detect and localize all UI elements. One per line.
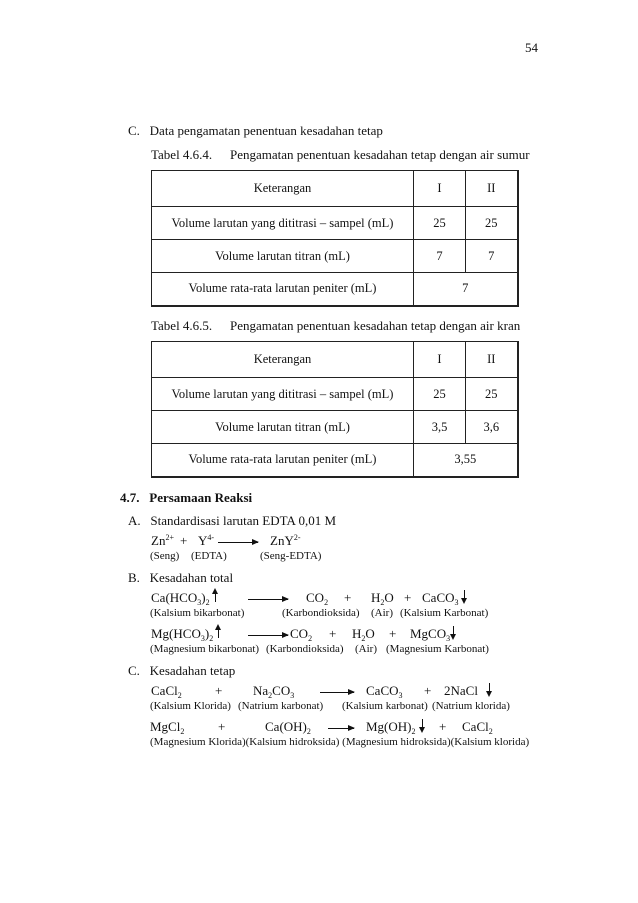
compound-name: (EDTA) bbox=[191, 550, 227, 562]
compound-names-line: (Magnesium Klorida)(Kalsium hidroksida) (Magnesium hidroksida)(Kalsium klorida) bbox=[150, 736, 530, 748]
table-header-cell: II bbox=[466, 342, 518, 378]
species-mgoh2: $Mg(OH)_2$ bbox=[366, 719, 416, 736]
table-cell-average: 3,55 bbox=[414, 444, 518, 477]
table-tap-water bbox=[151, 341, 519, 478]
table-header-cell: I bbox=[414, 342, 466, 378]
precipitate-down-arrow-icon bbox=[422, 719, 423, 731]
table-row bbox=[152, 207, 518, 240]
table-caption-number: Tabel 4.6.4. bbox=[151, 147, 213, 162]
table-row bbox=[152, 240, 518, 273]
species-cacl2: CaCl$_2$ bbox=[462, 719, 493, 736]
table-row bbox=[152, 411, 518, 444]
species-h2o: $H_2O$ bbox=[352, 626, 375, 643]
table-header-cell: I bbox=[414, 171, 466, 207]
table-row bbox=[152, 273, 518, 306]
gas-up-arrow-icon bbox=[215, 590, 216, 602]
table-cell: Volume rata-rata larutan peniter (mL) bbox=[152, 444, 414, 477]
table-caption-text: Pengamatan penentuan kesadahan tetap dengan air kran bbox=[230, 318, 521, 333]
species-caoh2: $Ca(OH)_2$ bbox=[265, 719, 311, 736]
table-cell: 3,6 bbox=[466, 411, 518, 444]
table-cell-average: 7 bbox=[414, 273, 518, 306]
page-number: 54 bbox=[525, 40, 538, 55]
table-cell: 25 bbox=[466, 378, 518, 411]
section-heading-c-fixed: C. Data pengamatan penentuan kesadahan tetap bbox=[128, 123, 383, 138]
species-magnesium-bicarbonate: $Mg(HCO_3)_2$ bbox=[151, 626, 214, 643]
table-cell: 3,5 bbox=[414, 411, 466, 444]
compound-name: (Seng-EDTA) bbox=[260, 550, 322, 562]
table-header-row bbox=[152, 342, 518, 378]
plus-sign: + bbox=[424, 683, 432, 698]
plus-sign: + bbox=[329, 626, 337, 641]
table-cell: Volume larutan yang dititrasi – sampel (mL) bbox=[152, 378, 414, 411]
compound-name: (Kalsium karbonat) bbox=[342, 700, 428, 712]
precipitate-down-arrow-icon bbox=[489, 683, 490, 695]
compound-name: (Seng) bbox=[150, 550, 180, 562]
species-zn: $Zn^{2+}$ bbox=[151, 533, 174, 548]
compound-name: (Kalsium Karbonat) bbox=[400, 607, 489, 619]
reaction-arrow bbox=[218, 542, 258, 543]
subheading-a: A. Standardisasi larutan EDTA 0,01 M bbox=[128, 513, 337, 528]
compound-name: (Natrium karbonat) bbox=[238, 700, 324, 712]
compound-name: (Air) bbox=[355, 643, 377, 655]
species-mgcl2: MgCl$_2$ bbox=[150, 719, 185, 736]
plus-sign: + bbox=[218, 719, 226, 734]
gas-up-arrow-icon bbox=[218, 626, 219, 638]
species-cacl2: CaCl$_2$ bbox=[151, 683, 182, 700]
reaction-arrow bbox=[248, 599, 288, 600]
table-row bbox=[152, 378, 518, 411]
reaction-arrow bbox=[328, 728, 354, 729]
precipitate-down-arrow-icon bbox=[453, 626, 454, 638]
precipitate-down-arrow-icon bbox=[464, 590, 465, 602]
table-cell: Volume larutan titran (mL) bbox=[152, 240, 414, 273]
subheading-c: C. Kesadahan tetap bbox=[128, 663, 236, 678]
species-nacl: 2NaCl bbox=[444, 683, 478, 698]
reaction-arrow bbox=[320, 692, 354, 693]
table-well-water bbox=[151, 170, 519, 307]
table-cell: 25 bbox=[414, 207, 466, 240]
species-caco3: CaCO$_3$ bbox=[422, 590, 459, 607]
table-cell: Volume rata-rata larutan peniter (mL) bbox=[152, 273, 414, 306]
species-co2: $CO_2$ bbox=[306, 590, 329, 607]
species-na2co3: $Na_2CO_3$ bbox=[253, 683, 295, 700]
table-caption-number: Tabel 4.6.5. bbox=[151, 318, 213, 333]
species-calcium-bicarbonate: $Ca(HCO_3)_2$ bbox=[151, 590, 210, 607]
compound-name: (Magnesium Karbonat) bbox=[386, 643, 489, 655]
species-co2: $CO_2$ bbox=[290, 626, 313, 643]
plus-sign: + bbox=[404, 590, 412, 605]
subheading-b: B. Kesadahan total bbox=[128, 570, 234, 585]
compound-name: (Karbondioksida) bbox=[266, 643, 344, 655]
plus-sign: + bbox=[389, 626, 397, 641]
table-row bbox=[152, 444, 518, 477]
table-header-cell: Keterangan bbox=[152, 342, 414, 378]
table-header-cell: II bbox=[466, 171, 518, 207]
table-cell: Volume larutan titran (mL) bbox=[152, 411, 414, 444]
table-cell: 25 bbox=[466, 207, 518, 240]
plus-sign: + bbox=[344, 590, 352, 605]
table-cell: 7 bbox=[466, 240, 518, 273]
compound-name: (Air) bbox=[371, 607, 393, 619]
plus-sign: + bbox=[180, 533, 188, 548]
species-y: $Y^{4-}$ bbox=[198, 533, 215, 548]
table-cell: 7 bbox=[414, 240, 466, 273]
table-cell: 25 bbox=[414, 378, 466, 411]
plus-sign: + bbox=[215, 683, 223, 698]
table-cell: Volume larutan yang dititrasi – sampel (mL) bbox=[152, 207, 414, 240]
section-heading-4-7: 4.7. Persamaan Reaksi bbox=[120, 490, 253, 505]
table-header-cell: Keterangan bbox=[152, 171, 414, 207]
compound-name: (Kalsium bikarbonat) bbox=[150, 607, 245, 619]
plus-sign: + bbox=[439, 719, 447, 734]
table-caption-text: Pengamatan penentuan kesadahan tetap dengan air sumur bbox=[230, 147, 530, 162]
table-header-row bbox=[152, 171, 518, 207]
species-h2o: $H_2O$ bbox=[371, 590, 394, 607]
species-mgco3: MgCO$_3$ bbox=[410, 626, 451, 643]
reaction-arrow bbox=[248, 635, 288, 636]
compound-name: (Natrium klorida) bbox=[432, 700, 510, 712]
compound-name: (Magnesium bikarbonat) bbox=[150, 643, 260, 655]
species-caco3: CaCO$_3$ bbox=[366, 683, 403, 700]
compound-name: (Kalsium Klorida) bbox=[150, 700, 231, 712]
compound-name: (Karbondioksida) bbox=[282, 607, 360, 619]
species-zny: ZnY$^{2-}$ bbox=[270, 533, 301, 548]
